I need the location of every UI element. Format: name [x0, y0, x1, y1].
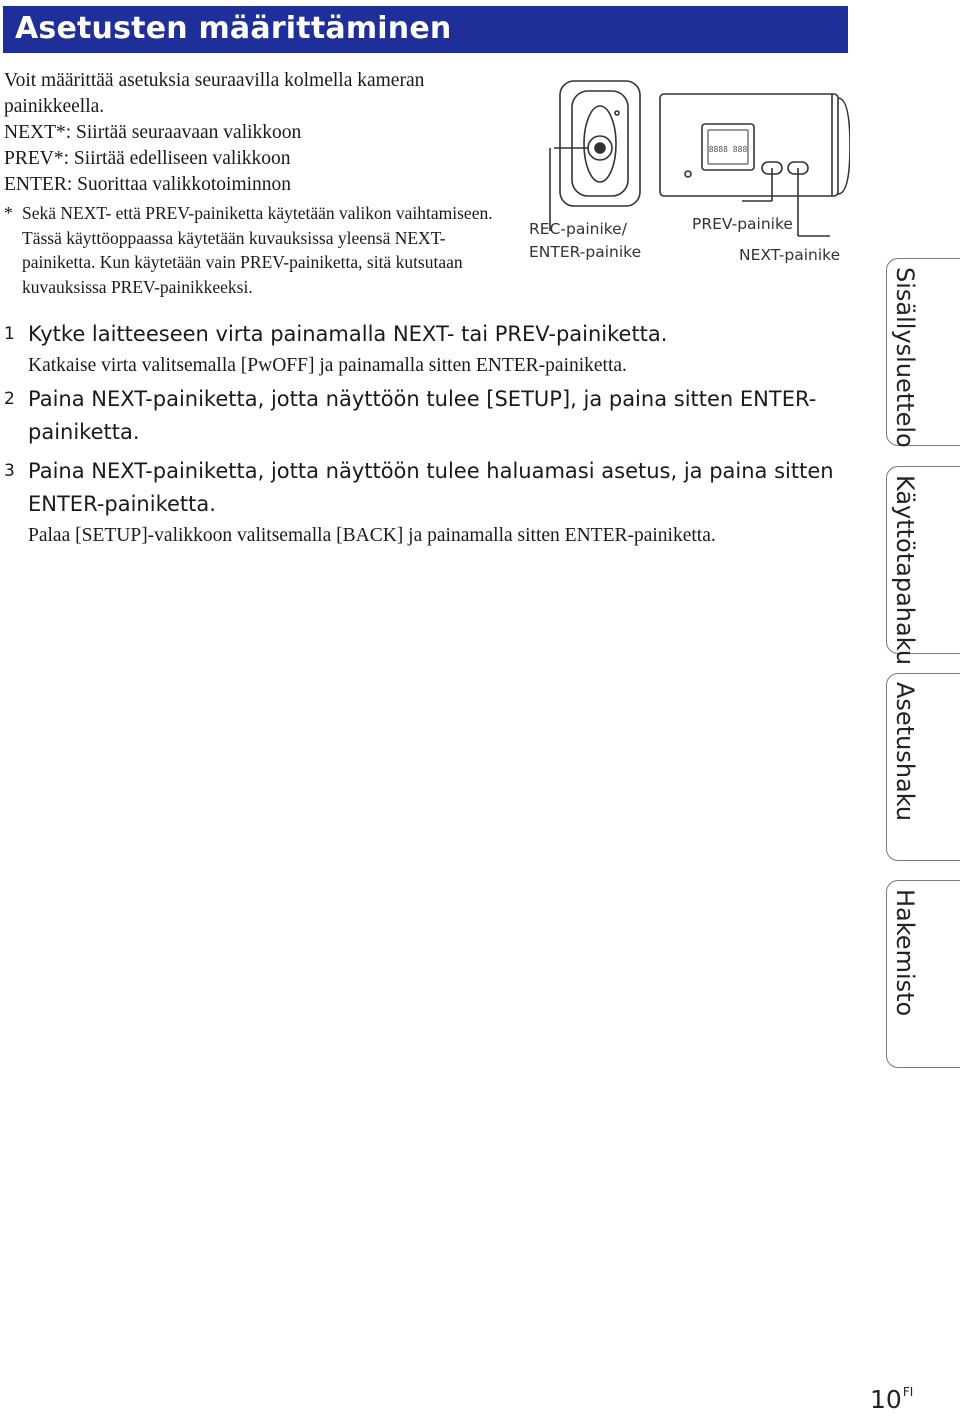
step-text: Paina NEXT-painiketta, jotta näyttöön tulee haluamasi asetus, ja paina sitten ENTER-painiketta. — [28, 459, 834, 516]
page-suffix: FI — [902, 1385, 914, 1399]
step-note: Katkaise virta valitsemalla [PwOFF] ja painamalla sitten ENTER-painiketta. — [28, 355, 627, 376]
tab-label: Asetushaku — [891, 682, 919, 822]
step-number: 3 — [4, 461, 15, 481]
camera-rear-view — [550, 81, 640, 231]
page-number — [870, 1385, 913, 1414]
footnote-text: Sekä NEXT- että PREV-painiketta käytetään valikon vaihtamiseen. Tässä käyttöoppaassa käytetään kuvauksissa yleensä NEXT-painiketta. Kun käytetään vain PREV-painiketta, sitä kutsutaan kuvauksissa PREV-painikkeeksi. — [22, 203, 493, 297]
camera-diagram — [520, 76, 850, 276]
label-rec-enter-line2: ENTER-painike — [529, 243, 642, 261]
page-number-value: 10 — [870, 1385, 902, 1414]
label-next-button: NEXT-painike — [739, 246, 841, 264]
intro-line-prev: PREV*: Siirtää edelliseen valikkoon — [4, 148, 291, 169]
intro-line: Voit määrittää asetuksia seuraavilla kolmella kameran painikkeella. — [4, 70, 425, 117]
step-text: Paina NEXT-painiketta, jotta näyttöön tulee [SETUP], ja paina sitten ENTER-painiketta. — [28, 387, 817, 444]
tab-label: Käyttötapahaku — [891, 475, 919, 666]
step-3 — [0, 455, 850, 551]
tab-kayttotapahaku[interactable] — [886, 466, 960, 666]
tab-sisallysluettelo[interactable] — [886, 258, 960, 446]
title-bar — [3, 6, 848, 53]
steps-list — [0, 318, 850, 551]
step-note: Palaa [SETUP]-valikkoon valitsemalla [BACK] ja painamalla sitten ENTER-painiketta. — [28, 525, 716, 546]
label-rec-enter-line1: REC-painike/ — [529, 220, 627, 238]
footnote — [4, 201, 504, 299]
page-title: Asetusten määrittäminen — [15, 11, 452, 46]
step-number: 2 — [4, 389, 15, 409]
step-text: Kytke laitteeseen virta painamalla NEXT- tai PREV-painiketta. — [28, 322, 668, 346]
intro-line-enter: ENTER: Suorittaa valikkotoiminnon — [4, 174, 292, 195]
tab-label: Sisällysluettelo — [891, 267, 919, 448]
step-1 — [0, 318, 850, 381]
tab-label: Hakemisto — [891, 889, 919, 1017]
intro-line-next: NEXT*: Siirtää seuraavaan valikkoon — [4, 122, 302, 143]
step-2 — [0, 383, 850, 449]
label-prev-button: PREV-painike — [692, 215, 793, 233]
lcd-display-text: 8888 888 — [708, 145, 748, 154]
tab-hakemisto[interactable] — [886, 880, 960, 1068]
tab-asetushaku[interactable] — [886, 673, 960, 861]
step-number: 1 — [4, 324, 15, 344]
footnote-mark: * — [4, 203, 13, 223]
intro-section — [4, 68, 504, 198]
